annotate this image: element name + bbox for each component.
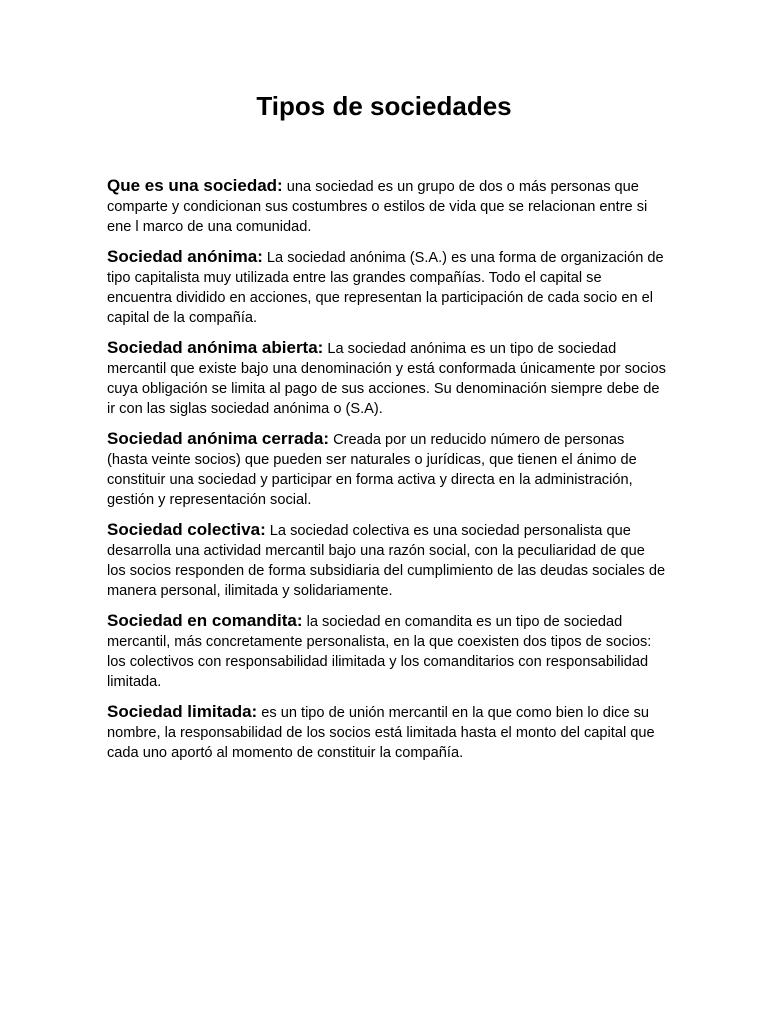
definition-term: Sociedad anónima cerrada: bbox=[107, 429, 330, 448]
definition-text: La sociedad colectiva es una sociedad personalista que desarrolla una actividad mercantil bajo una razón social, con la peculiaridad de que los socios responden de forma subsidiaria del cumplimiento de las deudas sociales de manera personal, ilimitada y solidariamente. bbox=[107, 523, 666, 599]
definition-term: Sociedad colectiva: bbox=[107, 520, 266, 539]
definition-sociedad bbox=[107, 176, 667, 237]
definition-sociedad-en-comandita bbox=[107, 611, 667, 692]
definition-sociedad-colectiva bbox=[107, 520, 667, 601]
definition-text: una sociedad es un grupo de dos o más personas que comparte y condicionan sus costumbres o estilos de vida que se relacionan entre si ene l marco de una comunidad. bbox=[107, 179, 648, 235]
definition-sociedad-limitada bbox=[107, 702, 667, 763]
definition-text: La sociedad anónima (S.A.) es una forma de organización de tipo capitalista muy utilizada entre las grandes compañías. Todo el capital se encuentra dividido en acciones, que representan la participación de cada socio en el capital de la compañía. bbox=[107, 250, 664, 326]
definition-sociedad-anonima bbox=[107, 247, 667, 328]
document-title: Tipos de sociedades bbox=[256, 91, 512, 121]
definition-text: La sociedad anónima es un tipo de sociedad mercantil que existe bajo una denominación y está conformada únicamente por socios cuya obligación se limita al pago de sus acciones. Su denominación siempre debe de ir con las siglas sociedad anónima o (S.A). bbox=[107, 341, 666, 417]
definition-term: Sociedad limitada: bbox=[107, 702, 258, 721]
definition-text: es un tipo de unión mercantil en la que como bien lo dice su nombre, la responsabilidad de los socios está limitada hasta el monto del capital que cada uno aportó al momento de constituir la compañía. bbox=[107, 705, 655, 761]
definition-sociedad-anonima-cerrada bbox=[107, 429, 667, 510]
definitions-list bbox=[107, 176, 667, 773]
definition-text: la sociedad en comandita es un tipo de sociedad mercantil, más concretamente personalista, en la que coexisten dos tipos de socios: los colectivos con responsabilidad ilimitada y los comanditarios con responsabilidad limitada. bbox=[107, 614, 652, 690]
definition-term: Sociedad anónima abierta: bbox=[107, 338, 324, 357]
definition-term: Que es una sociedad: bbox=[107, 176, 283, 195]
definition-term: Sociedad anónima: bbox=[107, 247, 263, 266]
definition-term: Sociedad en comandita: bbox=[107, 611, 303, 630]
definition-text: Creada por un reducido número de personas (hasta veinte socios) que pueden ser naturales o jurídicas, que tienen el ánimo de constituir una sociedad y participar en forma activa y directa en la administración, gestión y representación social. bbox=[107, 432, 637, 508]
definition-sociedad-anonima-abierta bbox=[107, 338, 667, 419]
